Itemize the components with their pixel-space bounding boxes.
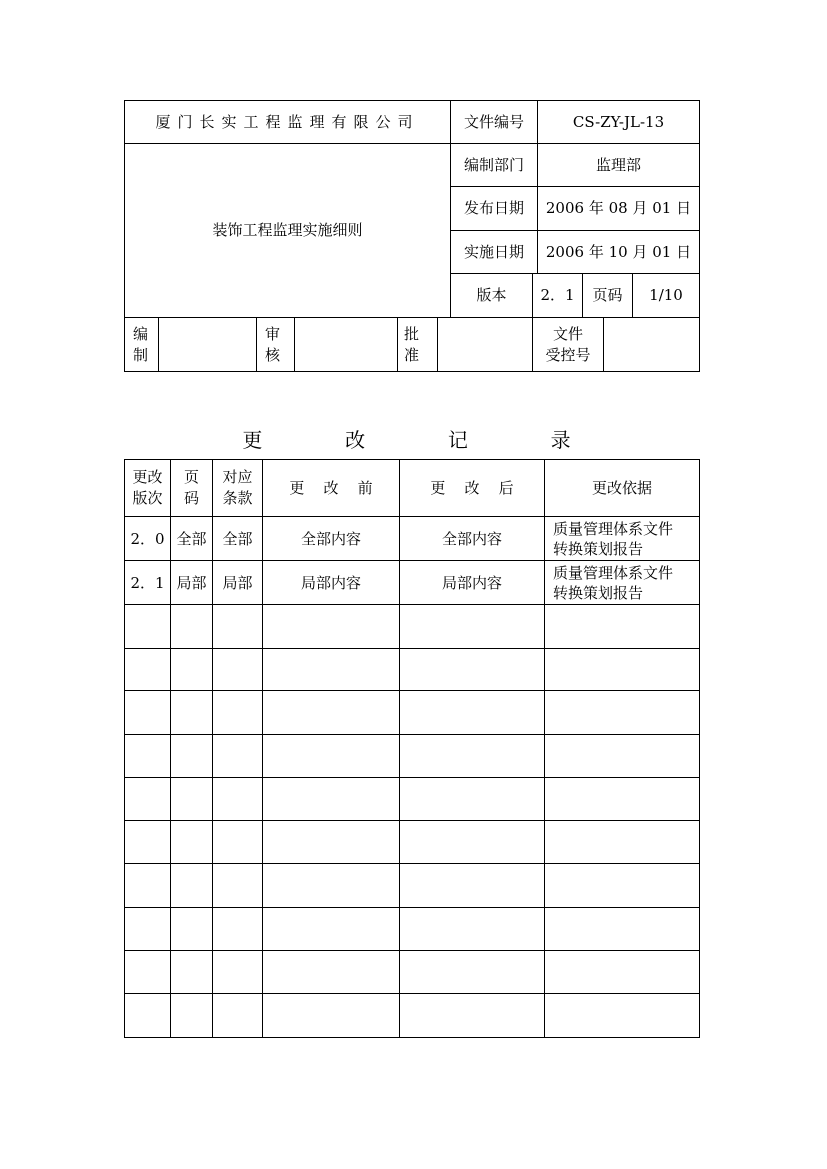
table-cell <box>125 605 170 648</box>
column-header: 更改 版次 <box>132 468 163 507</box>
column-header: 更 改 前 <box>289 478 373 497</box>
control-no-value <box>604 318 699 371</box>
table-cell <box>263 605 399 648</box>
prepared-value <box>159 318 256 371</box>
table-cell <box>545 864 699 907</box>
table-cell <box>400 691 544 734</box>
table-cell <box>545 735 699 777</box>
table-cell <box>400 951 544 993</box>
table-cell <box>213 605 262 648</box>
table-cell <box>171 908 212 950</box>
table-cell <box>400 778 544 820</box>
table-cell <box>171 605 212 648</box>
table-cell <box>545 605 699 648</box>
table-cell <box>171 778 212 820</box>
table-cell <box>263 691 399 734</box>
table-rule <box>124 993 700 994</box>
dept-label: 编制部门 <box>463 155 524 174</box>
table-cell <box>400 908 544 950</box>
table-cell <box>171 821 212 863</box>
table-cell <box>263 908 399 950</box>
table-cell: 2．0 <box>130 529 165 548</box>
table-cell <box>400 821 544 863</box>
table-cell: 质量管理体系文件 转换策划报告 <box>553 563 674 602</box>
table-cell <box>545 908 699 950</box>
table-cell <box>213 864 262 907</box>
prepared-label: 编 制 <box>133 324 149 364</box>
table-cell <box>125 951 170 993</box>
table-cell: 局部 <box>222 573 253 592</box>
table-cell <box>263 735 399 777</box>
table-cell <box>171 735 212 777</box>
table-cell <box>125 735 170 777</box>
table-cell <box>213 691 262 734</box>
table-cell: 局部内容 <box>441 573 502 592</box>
company-name: 厦门长实工程监理有限公司 <box>155 112 420 131</box>
table-rule <box>699 459 700 1038</box>
effective-date-value: 2006 年 10 月 01 日 <box>545 242 692 261</box>
table-cell <box>400 864 544 907</box>
page-label: 页码 <box>592 286 623 304</box>
table-cell: 全部内容 <box>300 529 361 548</box>
table-cell <box>263 864 399 907</box>
table-cell <box>125 864 170 907</box>
table-cell <box>545 691 699 734</box>
document-title: 装饰工程监理实施细则 <box>212 221 363 239</box>
table-cell: 全部 <box>222 529 253 548</box>
table-cell <box>545 649 699 690</box>
table-rule <box>124 1037 700 1038</box>
file-no-value: CS-ZY-JL-13 <box>572 112 665 131</box>
page-value: 1/10 <box>649 286 683 304</box>
table-cell <box>213 821 262 863</box>
table-cell <box>171 649 212 690</box>
table-cell <box>545 821 699 863</box>
column-header: 更改依据 <box>591 478 652 497</box>
change-record-title: 更 改 记 录 <box>242 428 585 452</box>
table-cell: 全部内容 <box>441 529 502 548</box>
table-cell: 质量管理体系文件 转换策划报告 <box>553 519 674 558</box>
reviewed-label: 审 核 <box>265 324 281 364</box>
table-cell <box>213 778 262 820</box>
table-cell <box>400 649 544 690</box>
table-cell <box>213 649 262 690</box>
table-cell <box>125 821 170 863</box>
table-cell <box>171 864 212 907</box>
table-cell <box>171 691 212 734</box>
table-cell <box>213 951 262 993</box>
table-cell <box>400 605 544 648</box>
table-cell <box>263 649 399 690</box>
table-cell <box>263 821 399 863</box>
table-cell: 局部 <box>176 573 207 592</box>
effective-date-label: 实施日期 <box>463 242 524 261</box>
approved-value <box>438 318 532 371</box>
table-cell <box>125 778 170 820</box>
table-cell <box>213 908 262 950</box>
reviewed-value <box>295 318 397 371</box>
table-cell: 全部 <box>176 529 207 548</box>
version-value: 2．1 <box>540 286 575 304</box>
table-cell <box>213 735 262 777</box>
table-cell <box>125 908 170 950</box>
control-no-label: 文件 受控号 <box>545 324 591 364</box>
column-header: 更 改 后 <box>430 478 514 497</box>
dept-value: 监理部 <box>595 155 641 174</box>
table-cell <box>171 951 212 993</box>
table-cell <box>400 735 544 777</box>
column-header: 对应 条款 <box>222 468 253 507</box>
column-header: 页 码 <box>183 468 199 507</box>
table-cell <box>263 951 399 993</box>
table-cell <box>125 649 170 690</box>
table-cell <box>545 951 699 993</box>
publish-date-label: 发布日期 <box>463 199 524 217</box>
table-cell: 2．1 <box>130 573 165 592</box>
publish-date-value: 2006 年 08 月 01 日 <box>545 199 692 217</box>
table-cell <box>125 691 170 734</box>
approved-label: 批 准 <box>404 324 420 364</box>
table-cell <box>545 778 699 820</box>
table-cell <box>263 778 399 820</box>
file-no-label: 文件编号 <box>463 112 524 131</box>
table-cell: 局部内容 <box>300 573 361 592</box>
version-label: 版本 <box>476 286 507 304</box>
